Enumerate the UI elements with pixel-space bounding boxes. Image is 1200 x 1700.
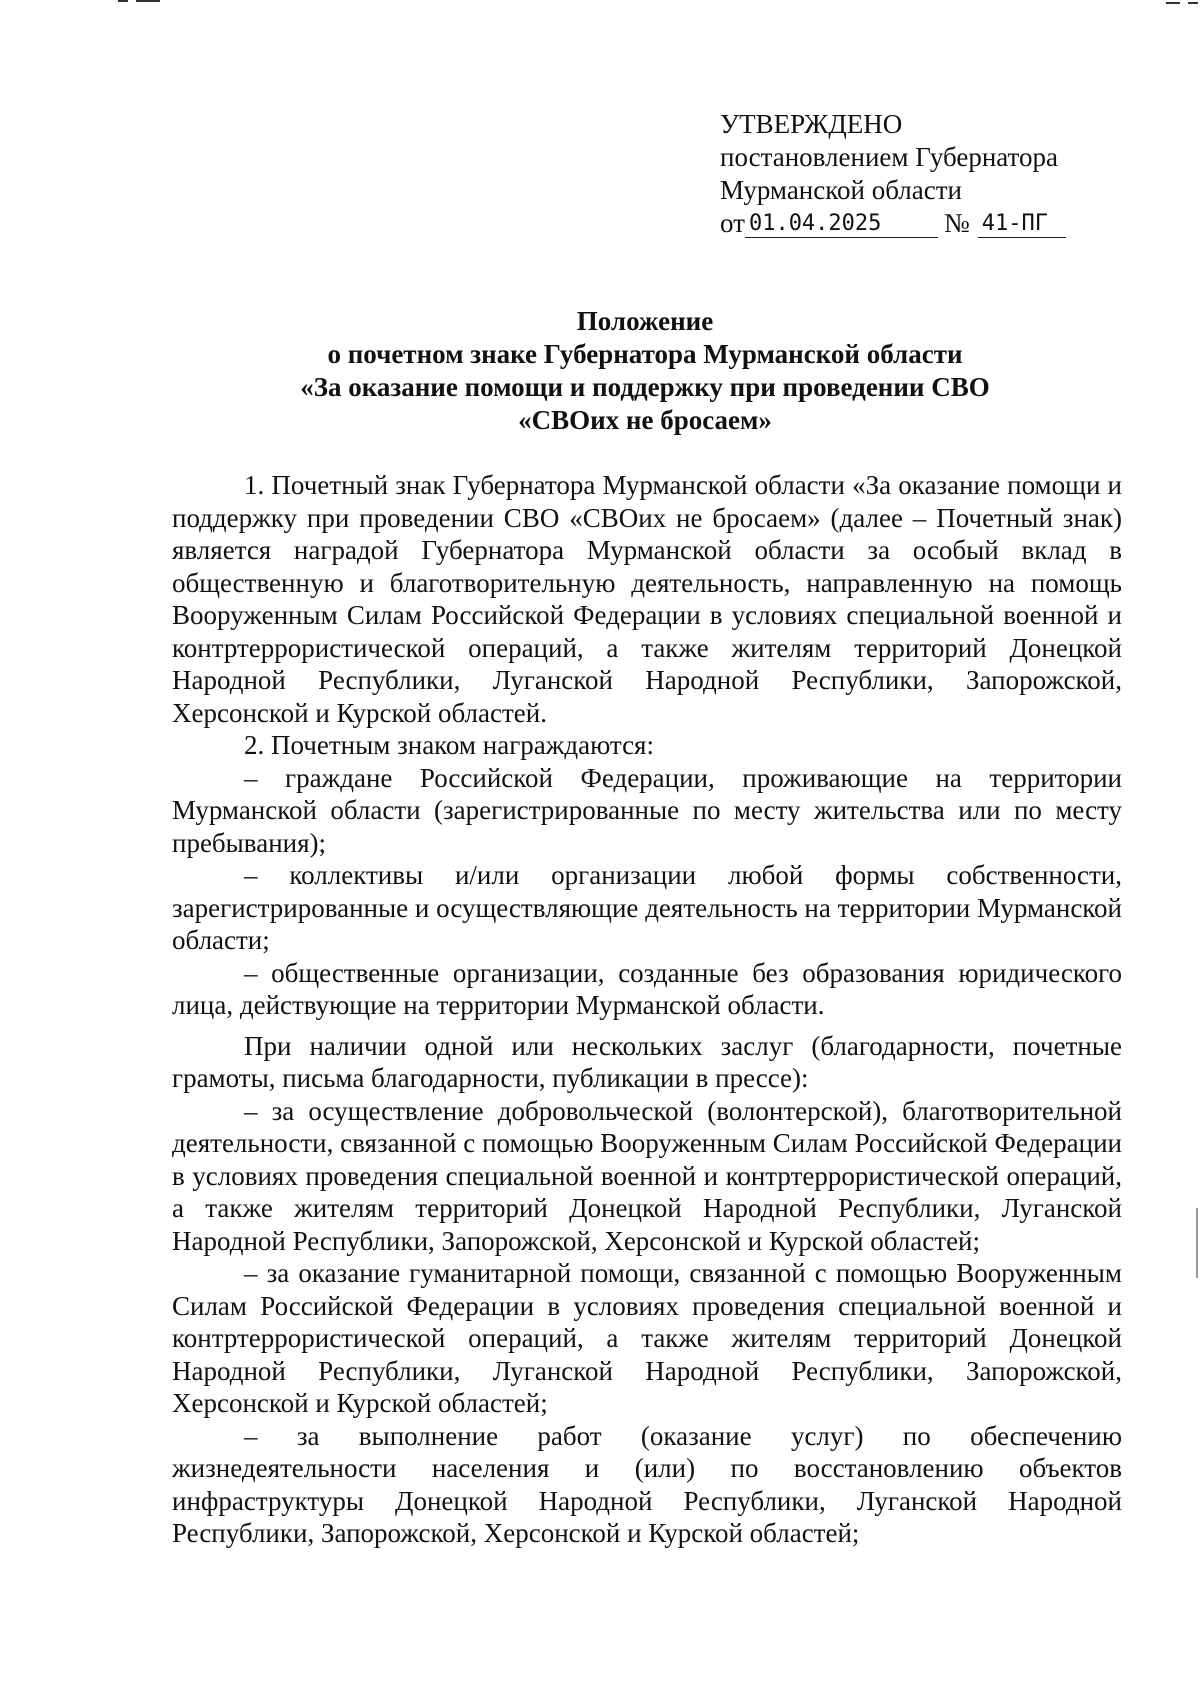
scan-artifact (1196, 1208, 1198, 1278)
document-title (170, 305, 1120, 437)
paragraph-1: 1. Почетный знак Губернатора Мурманской области «За оказание помощи и поддержку при проведении СВО «СВОих не бросаем» (далее – Почетный знак) является наградой Губернатора Мурманской области за особый вклад в общественную и благотворительную деятельность, направленную на помощь Вооруженным Силам Российской Федерации в условиях специальной военной и контртеррористической операций, а также жителям территорий Донецкой Народной Республики, Луганской Народной Республики, Запорожской, Херсонской и Курской областей. (172, 470, 1122, 728)
title-line: о почетном знаке Губернатора Мурманской области (327, 339, 963, 369)
number-prefix: № (943, 208, 970, 238)
list-item: – граждане Российской Федерации, проживающие на территории Мурманской области (зарегистрированные по месту жительства или по месту пребывания); (172, 762, 1122, 858)
approval-block (720, 108, 1120, 240)
date-prefix: от (720, 208, 745, 238)
approval-date: 01.04.2025 (745, 211, 938, 238)
approval-number: 41-ПГ (978, 211, 1066, 238)
scan-artifact (1188, 2, 1198, 4)
paragraph-2: 2. Почетным знаком награждаются: (244, 730, 654, 760)
approval-by-line: постановлением Губернатора (720, 142, 1058, 172)
scan-artifact (136, 0, 160, 2)
list-item: – общественные организации, созданные без образования юридического лица, действующие на территории Мурманской области. (172, 957, 1122, 1020)
title-line: «СВОих не бросаем» (518, 405, 772, 435)
list-item: – за осуществление добровольческой (волонтерской), благотворительной деятельности, связанной с помощью Вооруженным Силам Российской Федерации в условиях проведения специальной военной и контртеррористической операций, а также жителям территорий Донецкой Народной Республики, Луганской Народной Республики, Запорожской, Херсонской и Курской областей; (172, 1095, 1122, 1256)
title-line: Положение (576, 306, 714, 336)
approval-heading: УТВЕРЖДЕНО (720, 109, 903, 139)
title-line: «За оказание помощи и поддержку при проведении СВО (300, 372, 990, 402)
paragraph-merits: При наличии одной или нескольких заслуг (благодарности, почетные грамоты, письма благодарности, публикации в прессе): (172, 1030, 1122, 1093)
list-item: – за выполнение работ (оказание услуг) по обеспечению жизнедеятельности населения и (или) по восстановлению объектов инфраструктуры Донецкой Народной Республики, Луганской Народной Республики, Запорожской, Херсонской и Курской областей; (172, 1420, 1122, 1548)
list-item: – коллективы и/или организации любой формы собственности, зарегистрированные и осуществляющие деятельность на территории Мурманской области; (172, 860, 1122, 955)
scan-artifact (1166, 2, 1180, 4)
approval-date-row (720, 207, 1120, 240)
document-body (172, 469, 1122, 1550)
list-item: – за оказание гуманитарной помощи, связанной с помощью Вооруженным Силам Российской Федерации в условиях проведения специальной военной и контртеррористической операций, а также жителям территорий Донецкой Народной Республики, Луганской Народной Республики, Запорожской, Херсонской и Курской областей; (172, 1258, 1122, 1418)
scan-artifact (118, 0, 128, 2)
approval-region-line: Мурманской области (720, 175, 962, 205)
